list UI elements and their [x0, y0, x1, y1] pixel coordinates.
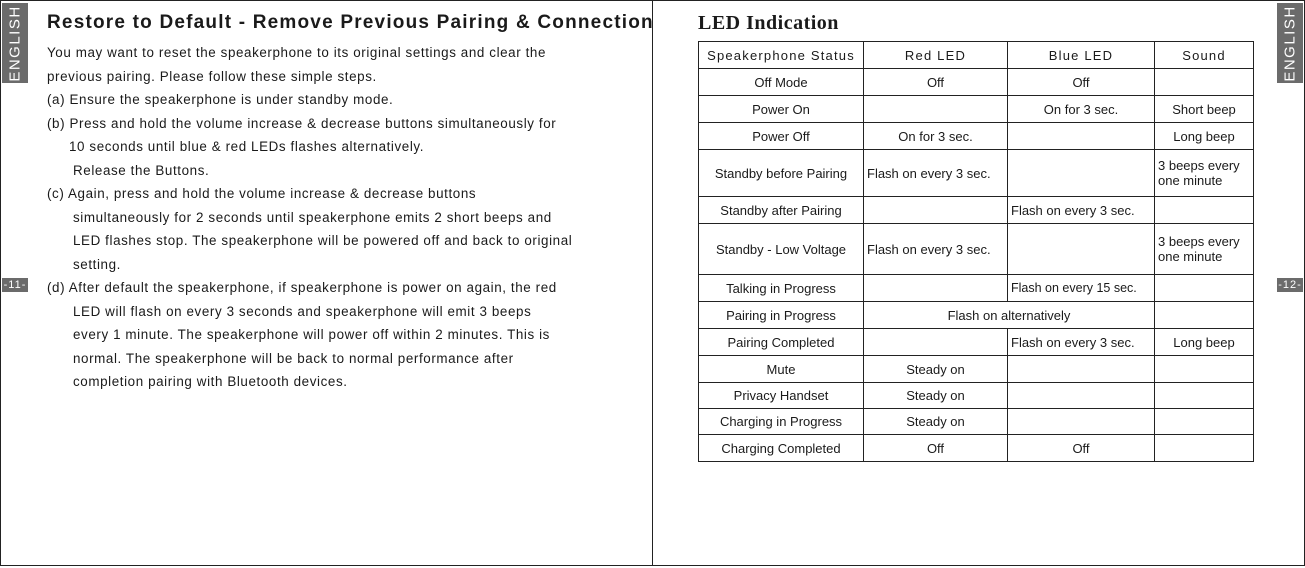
- status-cell: Standby - Low Voltage: [699, 224, 864, 275]
- status-cell: Standby after Pairing: [699, 197, 864, 224]
- red-led-cell: Flash on every 3 sec.: [864, 150, 1008, 197]
- language-tab-label: ENGLISH: [1281, 4, 1299, 82]
- sound-cell: [1155, 197, 1254, 224]
- table-row: [699, 356, 1254, 383]
- red-led-cell: Steady on: [864, 409, 1008, 435]
- sound-cell: [1155, 69, 1254, 96]
- text-line: completion pairing with Bluetooth devices.: [73, 374, 348, 389]
- language-tab-label: ENGLISH: [6, 4, 24, 82]
- text-line: Release the Buttons.: [73, 162, 210, 178]
- red-led-cell: On for 3 sec.: [864, 123, 1008, 150]
- blue-led-cell: [1008, 383, 1155, 409]
- column-header-status: Speakerphone Status: [699, 42, 864, 69]
- step-d: (d) After default the speakerphone, if speakerphone is power on again, the red: [47, 280, 557, 295]
- step-b: (b) Press and hold the volume increase & decrease buttons simultaneously for: [47, 115, 557, 131]
- red-led-cell: [864, 197, 1008, 224]
- page-number: -11-: [3, 279, 27, 291]
- sound-cell: Short beep: [1155, 96, 1254, 123]
- red-led-cell: Steady on: [864, 383, 1008, 409]
- sound-cell: Long beep: [1155, 329, 1254, 356]
- table-row: [699, 329, 1254, 356]
- led-indication-table: [698, 41, 1254, 462]
- status-cell: Pairing Completed: [699, 329, 864, 356]
- text-line: previous pairing. Please follow these simple steps.: [47, 68, 377, 84]
- blue-led-cell: Flash on every 3 sec.: [1008, 329, 1155, 356]
- step-a: (a) Ensure the speakerphone is under standby mode.: [47, 92, 394, 107]
- status-cell: Pairing in Progress: [699, 302, 864, 329]
- table-row: [699, 409, 1254, 435]
- text-line: normal. The speakerphone will be back to normal performance after: [73, 350, 514, 366]
- text-line: You may want to reset the speakerphone to its original settings and clear the: [47, 45, 547, 60]
- section-heading: Restore to Default - Remove Previous Pairing & Connection: [47, 12, 654, 33]
- status-cell: Power On: [699, 96, 864, 123]
- table-row: [699, 302, 1254, 329]
- blue-led-cell: [1008, 150, 1155, 197]
- sound-cell: [1155, 383, 1254, 409]
- table-row: [699, 96, 1254, 123]
- blue-led-cell: Off: [1008, 69, 1155, 96]
- table-row: [699, 123, 1254, 150]
- red-blue-led-cell: Flash on alternatively: [864, 302, 1155, 329]
- instructions-text: [47, 41, 627, 394]
- status-cell: Charging in Progress: [699, 409, 864, 435]
- red-led-cell: [864, 329, 1008, 356]
- language-tab: [1277, 3, 1303, 83]
- text-line: 10 seconds until blue & red LEDs flashes alternatively.: [69, 139, 425, 154]
- blue-led-cell: [1008, 224, 1155, 275]
- page-number: -12-: [1278, 279, 1302, 291]
- status-cell: Mute: [699, 356, 864, 383]
- table-header-row: [699, 42, 1254, 69]
- blue-led-cell: [1008, 356, 1155, 383]
- column-header-red-led: Red LED: [864, 42, 1008, 69]
- sound-cell: [1155, 409, 1254, 435]
- table-row: [699, 275, 1254, 302]
- blue-led-cell: Flash on every 15 sec.: [1008, 275, 1155, 302]
- sound-cell: 3 beeps every one minute: [1155, 150, 1254, 197]
- status-cell: Power Off: [699, 123, 864, 150]
- text-line: every 1 minute. The speakerphone will power off within 2 minutes. This is: [73, 327, 550, 342]
- table-row: [699, 435, 1254, 462]
- status-cell: Standby before Pairing: [699, 150, 864, 197]
- red-led-cell: Steady on: [864, 356, 1008, 383]
- text-line: setting.: [73, 256, 121, 272]
- table-row: [699, 150, 1254, 197]
- status-cell: Talking in Progress: [699, 275, 864, 302]
- text-line: LED flashes stop. The speakerphone will be powered off and back to original: [73, 233, 573, 248]
- blue-led-cell: Off: [1008, 435, 1155, 462]
- left-page: [0, 0, 653, 566]
- column-header-blue-led: Blue LED: [1008, 42, 1155, 69]
- blue-led-cell: [1008, 409, 1155, 435]
- red-led-cell: Off: [864, 69, 1008, 96]
- step-c: (c) Again, press and hold the volume increase & decrease buttons: [47, 186, 477, 201]
- status-cell: Charging Completed: [699, 435, 864, 462]
- blue-led-cell: On for 3 sec.: [1008, 96, 1155, 123]
- text-line: simultaneously for 2 seconds until speakerphone emits 2 short beeps and: [73, 209, 552, 225]
- red-led-cell: [864, 96, 1008, 123]
- text-line: LED will flash on every 3 seconds and speakerphone will emit 3 beeps: [73, 303, 532, 319]
- table-row: [699, 197, 1254, 224]
- sound-cell: [1155, 435, 1254, 462]
- sound-cell: 3 beeps every one minute: [1155, 224, 1254, 275]
- table-row: [699, 224, 1254, 275]
- sound-cell: [1155, 356, 1254, 383]
- table-row: [699, 383, 1254, 409]
- language-tab: [2, 3, 28, 83]
- sound-cell: [1155, 275, 1254, 302]
- blue-led-cell: [1008, 123, 1155, 150]
- led-indication-title: LED Indication: [698, 12, 839, 34]
- status-cell: Privacy Handset: [699, 383, 864, 409]
- status-cell: Off Mode: [699, 69, 864, 96]
- red-led-cell: [864, 275, 1008, 302]
- red-led-cell: Flash on every 3 sec.: [864, 224, 1008, 275]
- column-header-sound: Sound: [1155, 42, 1254, 69]
- red-led-cell: Off: [864, 435, 1008, 462]
- table-row: [699, 69, 1254, 96]
- blue-led-cell: Flash on every 3 sec.: [1008, 197, 1155, 224]
- sound-cell: Long beep: [1155, 123, 1254, 150]
- sound-cell: [1155, 302, 1254, 329]
